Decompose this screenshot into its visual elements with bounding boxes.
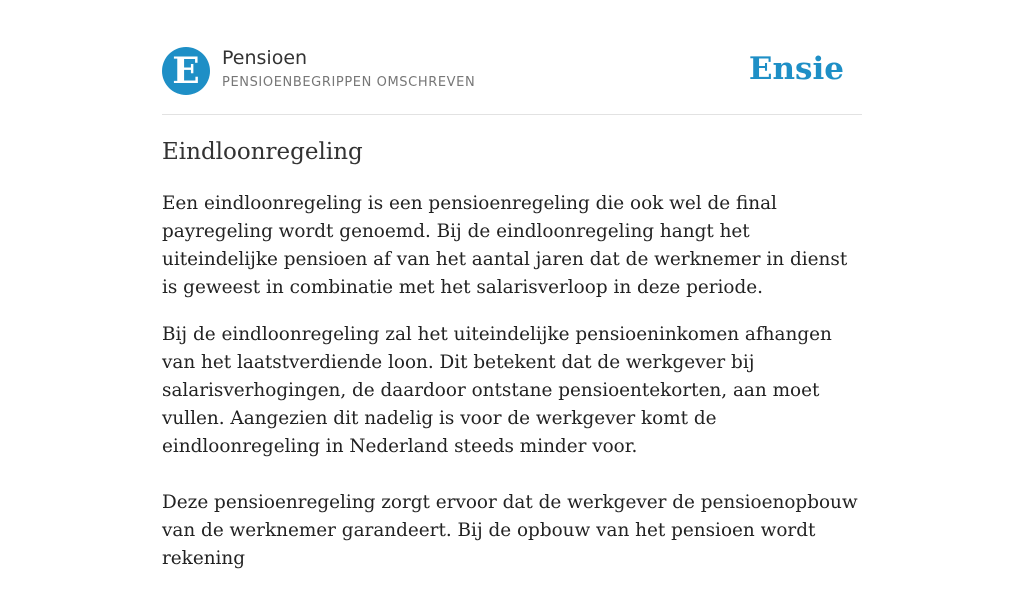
article-paragraph: Deze pensioenregeling zorgt ervoor dat de werkgever de pensioenopbouw van de werknemer garandeert. Bij de opbouw van het pensioen wordt rekening [162, 492, 858, 569]
site-title-link[interactable]: Pensioen [222, 47, 308, 69]
site-logo-icon[interactable]: E [162, 47, 210, 95]
article-paragraph: Bij de eindloonregeling zal het uiteindelijke pensioeninkomen afhangen van het laatstverdiende loon. Dit betekent dat de werkgever bij salarisverhogingen, de daardoor ontstane pensioentekorten, aan moet vullen. Aangezien dit nadelig is voor de werkgever komt de eindloonregeling in Nederland steeds minder voor. [162, 324, 832, 457]
article-paragraph: Een eindloonregeling is een pensioenregeling die ook wel de final payregeling wordt genoemd. Bij de eindloonregeling hangt het uiteindelijke pensioen af van het aantal jaren dat de werknemer in dienst is geweest in combinatie met het salarisverloop in deze periode. [162, 193, 848, 298]
site-subtitle: PENSIOENBEGRIPPEN OMSCHREVEN [222, 75, 476, 90]
article-title: Eindloonregeling [162, 139, 363, 165]
article-body [162, 190, 862, 592]
site-header [162, 0, 862, 115]
brand-logo-link[interactable]: Ensie [748, 51, 844, 87]
page [162, 0, 862, 569]
